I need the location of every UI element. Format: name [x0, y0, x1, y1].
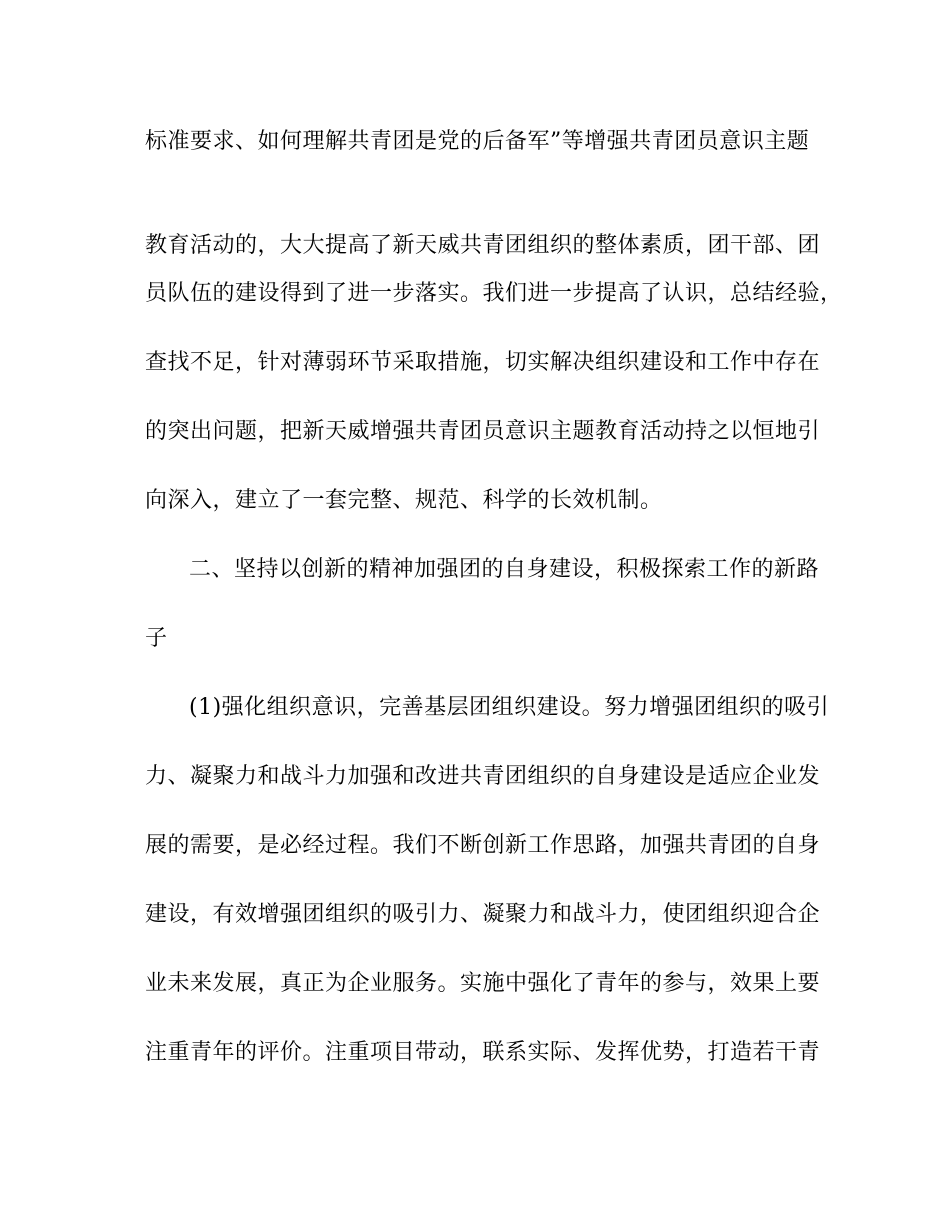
- text-line: 的突出问题，把新天威增强共青团员意识主题教育活动持之以恒地引: [145, 419, 821, 444]
- text-line: 标准要求、如何理解共青团是党的后备军”等增强共青团员意识主题: [145, 129, 810, 154]
- text-line: 查找不足，针对薄弱环节采取措施，切实解决组织建设和工作中存在: [145, 350, 821, 375]
- text-line: 力、凝聚力和战斗力加强和改进共青团组织的自身建设是适应企业发: [145, 764, 821, 789]
- text-line: 建设，有效增强团组织的吸引力、凝聚力和战斗力，使团组织迎合企: [145, 902, 821, 927]
- text-line: 员队伍的建设得到了进一步落实。我们进一步提高了认识，总结经验，: [145, 281, 843, 306]
- text-line: 注重青年的评价。注重项目带动，联系实际、发挥优势，打造若干青: [145, 1040, 821, 1065]
- section-heading: 二、坚持以创新的精神加强团的自身建设，积极探索工作的新路: [189, 557, 820, 582]
- paragraph-first-line: (1)强化组织意识，完善基层团组织建设。努力增强团组织的吸引: [189, 695, 830, 720]
- section-heading-continued: 子: [145, 626, 168, 651]
- text-line: 教育活动的，大大提高了新天威共青团组织的整体素质，团干部、团: [145, 233, 821, 258]
- text-line: 向深入，建立了一套完整、规范、科学的长效机制。: [145, 488, 663, 513]
- text-line: 业未来发展，真正为企业服务。实施中强化了青年的参与，效果上要: [145, 971, 821, 996]
- text-line: 展的需要，是必经过程。我们不断创新工作思路，加强共青团的自身: [145, 833, 821, 858]
